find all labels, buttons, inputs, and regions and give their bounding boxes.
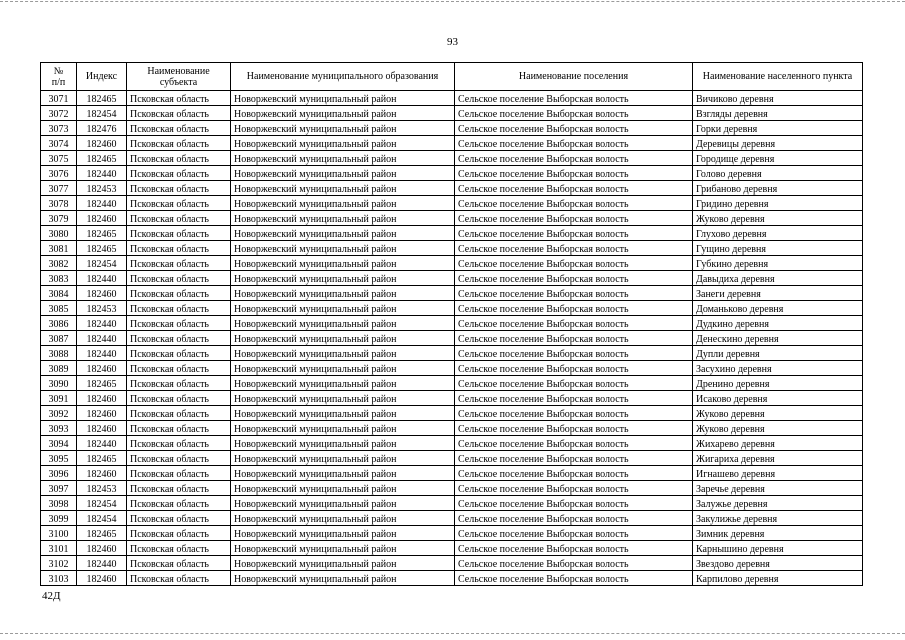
cell-locality: Дренино деревня <box>693 376 863 391</box>
cell-number: 3073 <box>41 121 77 136</box>
cell-municipality: Новоржевский муниципальный район <box>231 391 455 406</box>
cell-locality: Гридино деревня <box>693 196 863 211</box>
page-number: 93 <box>447 36 458 48</box>
cell-settlement: Сельское поселение Выборская волость <box>455 421 693 436</box>
cell-index: 182440 <box>77 196 127 211</box>
cell-number: 3098 <box>41 496 77 511</box>
table-row <box>41 271 863 286</box>
table-row <box>41 571 863 586</box>
cell-index: 182460 <box>77 211 127 226</box>
cell-settlement: Сельское поселение Выборская волость <box>455 151 693 166</box>
table-row <box>41 406 863 421</box>
table-row <box>41 481 863 496</box>
cell-index: 182453 <box>77 301 127 316</box>
cell-subject: Псковская область <box>127 451 231 466</box>
table-row <box>41 151 863 166</box>
cell-index: 182453 <box>77 181 127 196</box>
cell-municipality: Новоржевский муниципальный район <box>231 571 455 586</box>
cell-number: 3091 <box>41 391 77 406</box>
cell-subject: Псковская область <box>127 376 231 391</box>
cell-municipality: Новоржевский муниципальный район <box>231 106 455 121</box>
cell-subject: Псковская область <box>127 406 231 421</box>
table-row <box>41 451 863 466</box>
cell-subject: Псковская область <box>127 346 231 361</box>
cell-settlement: Сельское поселение Выборская волость <box>455 91 693 106</box>
cell-municipality: Новоржевский муниципальный район <box>231 196 455 211</box>
locality-register-table <box>40 62 863 586</box>
header-row <box>41 63 863 91</box>
table-row <box>41 121 863 136</box>
cell-settlement: Сельское поселение Выборская волость <box>455 451 693 466</box>
cell-locality: Залужье деревня <box>693 496 863 511</box>
table-row <box>41 511 863 526</box>
cell-locality: Взгляды деревня <box>693 106 863 121</box>
cell-locality: Грибаново деревня <box>693 181 863 196</box>
cell-index: 182440 <box>77 166 127 181</box>
cell-subject: Псковская область <box>127 436 231 451</box>
table-row <box>41 136 863 151</box>
cell-locality: Жуково деревня <box>693 406 863 421</box>
cell-municipality: Новоржевский муниципальный район <box>231 451 455 466</box>
cell-locality: Засухино деревня <box>693 361 863 376</box>
cell-number: 3102 <box>41 556 77 571</box>
cell-number: 3085 <box>41 301 77 316</box>
cell-subject: Псковская область <box>127 181 231 196</box>
cell-municipality: Новоржевский муниципальный район <box>231 361 455 376</box>
cell-index: 182476 <box>77 121 127 136</box>
table-row <box>41 466 863 481</box>
table-body <box>41 91 863 586</box>
cell-municipality: Новоржевский муниципальный район <box>231 511 455 526</box>
table-header <box>41 63 863 91</box>
cell-settlement: Сельское поселение Выборская волость <box>455 481 693 496</box>
cell-subject: Псковская область <box>127 316 231 331</box>
table-row <box>41 436 863 451</box>
cell-locality: Гущино деревня <box>693 241 863 256</box>
cell-locality: Голово деревня <box>693 166 863 181</box>
cell-index: 182454 <box>77 511 127 526</box>
cell-locality: Карпилово деревня <box>693 571 863 586</box>
cell-locality: Занеги деревня <box>693 286 863 301</box>
cell-subject: Псковская область <box>127 301 231 316</box>
table-row <box>41 496 863 511</box>
cell-number: 3101 <box>41 541 77 556</box>
cell-locality: Денескино деревня <box>693 331 863 346</box>
cell-number: 3082 <box>41 256 77 271</box>
cell-subject: Псковская область <box>127 421 231 436</box>
cell-municipality: Новоржевский муниципальный район <box>231 151 455 166</box>
cell-municipality: Новоржевский муниципальный район <box>231 91 455 106</box>
cell-locality: Исаково деревня <box>693 391 863 406</box>
table-row <box>41 91 863 106</box>
cell-settlement: Сельское поселение Выборская волость <box>455 466 693 481</box>
cell-locality: Игнашево деревня <box>693 466 863 481</box>
col-header-index: Индекс <box>77 63 127 91</box>
cell-municipality: Новоржевский муниципальный район <box>231 211 455 226</box>
cell-number: 3075 <box>41 151 77 166</box>
cell-index: 182465 <box>77 526 127 541</box>
cell-settlement: Сельское поселение Выборская волость <box>455 166 693 181</box>
cell-subject: Псковская область <box>127 106 231 121</box>
cell-locality: Жуково деревня <box>693 211 863 226</box>
cell-subject: Псковская область <box>127 496 231 511</box>
cell-subject: Псковская область <box>127 391 231 406</box>
cell-index: 182465 <box>77 376 127 391</box>
cell-locality: Звездово деревня <box>693 556 863 571</box>
cell-municipality: Новоржевский муниципальный район <box>231 286 455 301</box>
cell-subject: Псковская область <box>127 211 231 226</box>
cell-locality: Глухово деревня <box>693 226 863 241</box>
cell-number: 3087 <box>41 331 77 346</box>
table-row <box>41 331 863 346</box>
cell-locality: Дупли деревня <box>693 346 863 361</box>
cell-settlement: Сельское поселение Выборская волость <box>455 346 693 361</box>
cell-municipality: Новоржевский муниципальный район <box>231 271 455 286</box>
col-header-subject: Наименование субъекта <box>127 63 231 91</box>
cell-subject: Псковская область <box>127 241 231 256</box>
table-row <box>41 181 863 196</box>
col-header-number: № п/п <box>41 63 77 91</box>
cell-number: 3074 <box>41 136 77 151</box>
cell-locality: Давыдиха деревня <box>693 271 863 286</box>
cell-subject: Псковская область <box>127 151 231 166</box>
table-row <box>41 361 863 376</box>
cell-locality: Жигариха деревня <box>693 451 863 466</box>
cell-subject: Псковская область <box>127 466 231 481</box>
cell-number: 3071 <box>41 91 77 106</box>
table-row <box>41 556 863 571</box>
cell-number: 3083 <box>41 271 77 286</box>
cell-number: 3103 <box>41 571 77 586</box>
cell-number: 3072 <box>41 106 77 121</box>
cell-settlement: Сельское поселение Выборская волость <box>455 331 693 346</box>
cell-number: 3076 <box>41 166 77 181</box>
cell-subject: Псковская область <box>127 511 231 526</box>
cell-municipality: Новоржевский муниципальный район <box>231 481 455 496</box>
cell-subject: Псковская область <box>127 121 231 136</box>
cell-locality: Губкино деревня <box>693 256 863 271</box>
cell-municipality: Новоржевский муниципальный район <box>231 136 455 151</box>
cell-settlement: Сельское поселение Выборская волость <box>455 391 693 406</box>
cell-settlement: Сельское поселение Выборская волость <box>455 211 693 226</box>
table-row <box>41 301 863 316</box>
cell-index: 182440 <box>77 436 127 451</box>
table-row <box>41 256 863 271</box>
cell-number: 3099 <box>41 511 77 526</box>
cell-number: 3096 <box>41 466 77 481</box>
cell-subject: Псковская область <box>127 196 231 211</box>
cell-locality: Вичиково деревня <box>693 91 863 106</box>
cell-municipality: Новоржевский муниципальный район <box>231 181 455 196</box>
cell-settlement: Сельское поселение Выборская волость <box>455 226 693 241</box>
cell-municipality: Новоржевский муниципальный район <box>231 316 455 331</box>
cell-settlement: Сельское поселение Выборская волость <box>455 376 693 391</box>
cell-settlement: Сельское поселение Выборская волость <box>455 511 693 526</box>
cell-index: 182440 <box>77 556 127 571</box>
table-row <box>41 346 863 361</box>
cell-subject: Псковская область <box>127 526 231 541</box>
cell-municipality: Новоржевский муниципальный район <box>231 301 455 316</box>
cell-settlement: Сельское поселение Выборская волость <box>455 136 693 151</box>
cell-subject: Псковская область <box>127 541 231 556</box>
table-row <box>41 211 863 226</box>
cell-settlement: Сельское поселение Выборская волость <box>455 361 693 376</box>
cell-municipality: Новоржевский муниципальный район <box>231 241 455 256</box>
cell-number: 3077 <box>41 181 77 196</box>
cell-settlement: Сельское поселение Выборская волость <box>455 181 693 196</box>
cell-index: 182465 <box>77 226 127 241</box>
cell-index: 182440 <box>77 271 127 286</box>
cell-settlement: Сельское поселение Выборская волость <box>455 286 693 301</box>
cell-locality: Зимник деревня <box>693 526 863 541</box>
cell-locality: Карнышино деревня <box>693 541 863 556</box>
cell-index: 182460 <box>77 571 127 586</box>
table-row <box>41 421 863 436</box>
cell-number: 3095 <box>41 451 77 466</box>
cell-locality: Заречье деревня <box>693 481 863 496</box>
cell-number: 3097 <box>41 481 77 496</box>
cell-locality: Доманьково деревня <box>693 301 863 316</box>
cell-index: 182460 <box>77 136 127 151</box>
cell-locality: Жихарево деревня <box>693 436 863 451</box>
cell-settlement: Сельское поселение Выборская волость <box>455 406 693 421</box>
cell-settlement: Сельское поселение Выборская волость <box>455 106 693 121</box>
cell-municipality: Новоржевский муниципальный район <box>231 496 455 511</box>
cell-settlement: Сельское поселение Выборская волость <box>455 121 693 136</box>
cell-subject: Псковская область <box>127 481 231 496</box>
cell-municipality: Новоржевский муниципальный район <box>231 466 455 481</box>
col-header-settlement: Наименование поселения <box>455 63 693 91</box>
table-row <box>41 391 863 406</box>
cell-index: 182465 <box>77 241 127 256</box>
cell-settlement: Сельское поселение Выборская волость <box>455 436 693 451</box>
table-row <box>41 376 863 391</box>
cell-subject: Псковская область <box>127 256 231 271</box>
cell-locality: Закулижье деревня <box>693 511 863 526</box>
cell-number: 3092 <box>41 406 77 421</box>
cell-municipality: Новоржевский муниципальный район <box>231 436 455 451</box>
cell-subject: Псковская область <box>127 166 231 181</box>
cell-municipality: Новоржевский муниципальный район <box>231 541 455 556</box>
cell-number: 3093 <box>41 421 77 436</box>
cell-municipality: Новоржевский муниципальный район <box>231 556 455 571</box>
table-row <box>41 241 863 256</box>
cell-index: 182460 <box>77 406 127 421</box>
cell-locality: Дудкино деревня <box>693 316 863 331</box>
scan-edge-bottom <box>0 633 905 634</box>
cell-subject: Псковская область <box>127 571 231 586</box>
cell-subject: Псковская область <box>127 226 231 241</box>
cell-index: 182440 <box>77 346 127 361</box>
cell-subject: Псковская область <box>127 286 231 301</box>
cell-index: 182460 <box>77 361 127 376</box>
table-row <box>41 226 863 241</box>
cell-municipality: Новоржевский муниципальный район <box>231 526 455 541</box>
cell-number: 3089 <box>41 361 77 376</box>
table-row <box>41 196 863 211</box>
cell-settlement: Сельское поселение Выборская волость <box>455 301 693 316</box>
cell-index: 182460 <box>77 466 127 481</box>
cell-number: 3090 <box>41 376 77 391</box>
cell-number: 3088 <box>41 346 77 361</box>
cell-index: 182440 <box>77 316 127 331</box>
cell-index: 182460 <box>77 391 127 406</box>
col-header-municipality: Наименование муниципального образования <box>231 63 455 91</box>
cell-subject: Псковская область <box>127 331 231 346</box>
cell-settlement: Сельское поселение Выборская волость <box>455 541 693 556</box>
table-row <box>41 526 863 541</box>
cell-settlement: Сельское поселение Выборская волость <box>455 271 693 286</box>
scan-edge-top <box>0 1 905 2</box>
cell-index: 182454 <box>77 106 127 121</box>
cell-number: 3078 <box>41 196 77 211</box>
cell-index: 182440 <box>77 331 127 346</box>
cell-index: 182453 <box>77 481 127 496</box>
table-row <box>41 106 863 121</box>
cell-index: 182465 <box>77 91 127 106</box>
cell-settlement: Сельское поселение Выборская волость <box>455 526 693 541</box>
cell-number: 3094 <box>41 436 77 451</box>
cell-municipality: Новоржевский муниципальный район <box>231 346 455 361</box>
cell-settlement: Сельское поселение Выборская волость <box>455 556 693 571</box>
cell-municipality: Новоржевский муниципальный район <box>231 226 455 241</box>
footer-code: 42Д <box>42 590 61 602</box>
cell-subject: Псковская область <box>127 361 231 376</box>
cell-index: 182454 <box>77 256 127 271</box>
table-row <box>41 286 863 301</box>
cell-municipality: Новоржевский муниципальный район <box>231 256 455 271</box>
cell-municipality: Новоржевский муниципальный район <box>231 121 455 136</box>
cell-settlement: Сельское поселение Выборская волость <box>455 571 693 586</box>
cell-subject: Псковская область <box>127 271 231 286</box>
cell-index: 182454 <box>77 496 127 511</box>
cell-settlement: Сельское поселение Выборская волость <box>455 496 693 511</box>
cell-municipality: Новоржевский муниципальный район <box>231 406 455 421</box>
cell-settlement: Сельское поселение Выборская волость <box>455 256 693 271</box>
cell-index: 182460 <box>77 421 127 436</box>
table-row <box>41 316 863 331</box>
cell-settlement: Сельское поселение Выборская волость <box>455 241 693 256</box>
cell-subject: Псковская область <box>127 136 231 151</box>
cell-locality: Деревицы деревня <box>693 136 863 151</box>
cell-subject: Псковская область <box>127 556 231 571</box>
cell-number: 3079 <box>41 211 77 226</box>
table-row <box>41 166 863 181</box>
cell-locality: Горки деревня <box>693 121 863 136</box>
cell-index: 182465 <box>77 451 127 466</box>
cell-subject: Псковская область <box>127 91 231 106</box>
cell-number: 3100 <box>41 526 77 541</box>
cell-municipality: Новоржевский муниципальный район <box>231 331 455 346</box>
cell-settlement: Сельское поселение Выборская волость <box>455 316 693 331</box>
cell-number: 3086 <box>41 316 77 331</box>
table-row <box>41 541 863 556</box>
cell-locality: Жуково деревня <box>693 421 863 436</box>
cell-municipality: Новоржевский муниципальный район <box>231 376 455 391</box>
cell-index: 182460 <box>77 286 127 301</box>
cell-locality: Городище деревня <box>693 151 863 166</box>
cell-municipality: Новоржевский муниципальный район <box>231 421 455 436</box>
cell-settlement: Сельское поселение Выборская волость <box>455 196 693 211</box>
cell-index: 182465 <box>77 151 127 166</box>
cell-number: 3081 <box>41 241 77 256</box>
cell-index: 182460 <box>77 541 127 556</box>
col-header-locality: Наименование населенного пункта <box>693 63 863 91</box>
cell-number: 3084 <box>41 286 77 301</box>
cell-number: 3080 <box>41 226 77 241</box>
cell-municipality: Новоржевский муниципальный район <box>231 166 455 181</box>
